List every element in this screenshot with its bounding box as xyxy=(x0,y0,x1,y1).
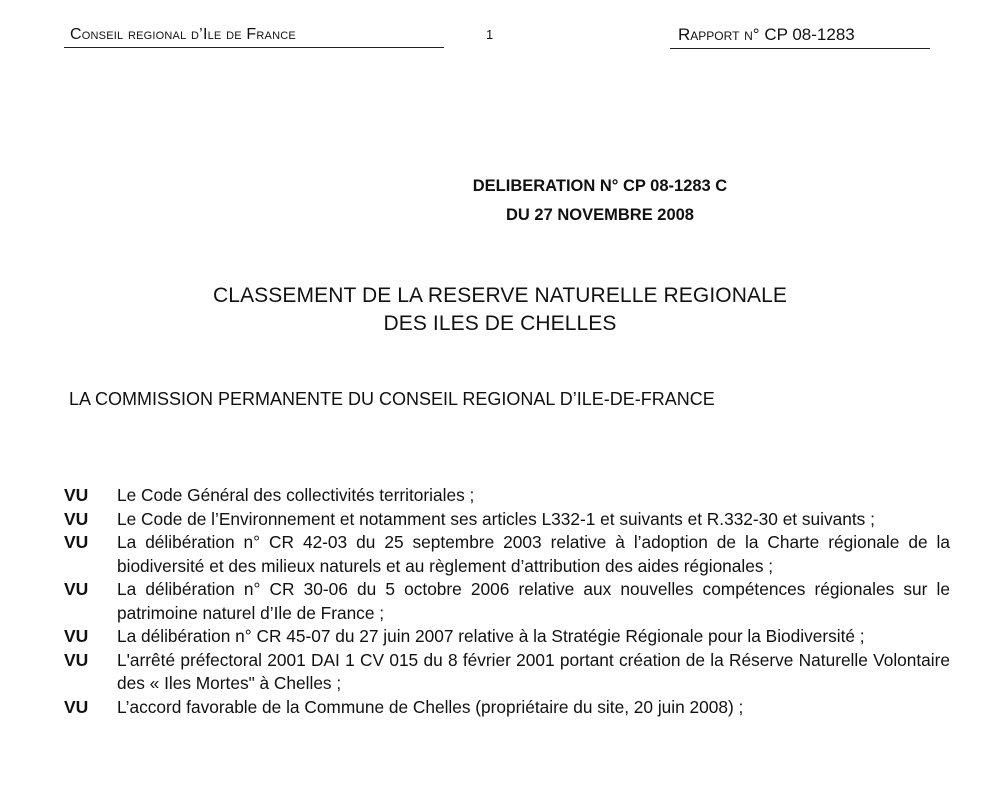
vu-item xyxy=(64,508,950,532)
vu-item xyxy=(64,531,950,578)
vu-item xyxy=(64,696,950,720)
deliberation-number: DELIBERATION N° CP 08-1283 C xyxy=(472,177,728,195)
vu-text: Le Code Général des collectivités territoriales ; xyxy=(117,485,475,505)
vu-text: Le Code de l’Environnement et notamment ses articles L332-1 et suivants et R.332-30 et suivants ; xyxy=(117,508,875,529)
header-organization: Conseil regional d’Ile de France xyxy=(64,24,444,48)
vu-text: La délibération n° CR 30-06 du 5 octobre 2006 relative aux nouvelles compétences régionales sur le patrimoine naturel d’Ile de France ; xyxy=(117,579,950,623)
vu-text: La délibération n° CR 45-07 du 27 juin 2007 relative à la Stratégie Régionale pour la Biodiversité ; xyxy=(117,626,865,646)
vu-label: VU xyxy=(64,696,89,717)
vu-text: L’accord favorable de la Commune de Chelles (propriétaire du site, 20 juin 2008) ; xyxy=(117,696,744,717)
header-report-number: Rapport n° CP 08-1283 xyxy=(670,24,930,49)
title-line-1: CLASSEMENT DE LA RESERVE NATURELLE REGIONALE xyxy=(213,284,787,307)
vu-label: VU xyxy=(64,485,89,505)
vu-text: L'arrêté préfectoral 2001 DAI 1 CV 015 du 8 février 2001 portant création de la Réserve Naturelle Volontaire des « Iles Mortes" à Chelles ; xyxy=(117,649,950,693)
vu-label: VU xyxy=(64,532,89,552)
commission-heading: LA COMMISSION PERMANENTE DU CONSEIL REGIONAL D’ILE-DE-FRANCE xyxy=(69,389,715,409)
vu-text: La délibération n° CR 42-03 du 25 septembre 2003 relative à l’adoption de la Charte régionale de la biodiversité et des milieux naturels et au règlement d’attribution des aides régionales ; xyxy=(117,532,950,576)
document-title xyxy=(100,282,900,338)
header-page-number: 1 xyxy=(486,27,494,42)
vu-label: VU xyxy=(64,508,89,529)
running-header xyxy=(64,24,924,48)
vu-list xyxy=(64,484,950,719)
vu-label: VU xyxy=(64,626,89,646)
vu-item xyxy=(64,625,950,649)
vu-item xyxy=(64,649,950,696)
vu-label: VU xyxy=(64,579,89,599)
deliberation-date: DU 27 NOVEMBRE 2008 xyxy=(506,206,694,224)
vu-label: VU xyxy=(64,649,89,670)
title-line-2: DES ILES DE CHELLES xyxy=(383,312,617,335)
deliberation-heading xyxy=(360,172,840,230)
vu-item xyxy=(64,484,950,508)
vu-item xyxy=(64,578,950,625)
